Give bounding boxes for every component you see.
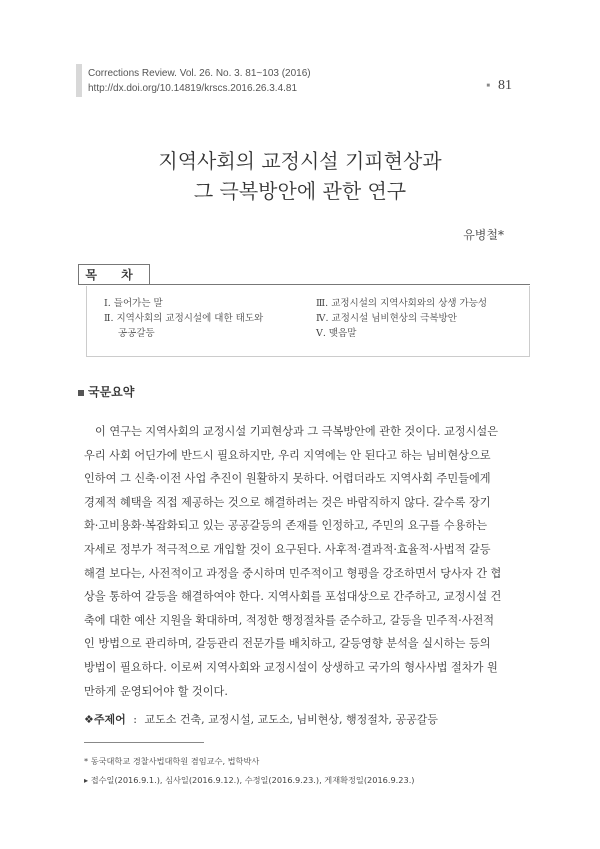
abstract-line: 경제적 혜택을 직접 제공하는 것으로 해결하려는 것은 바람직하지 않다. 갈수록 장기 <box>84 495 491 509</box>
section-heading <box>78 383 134 400</box>
author-name: 유병철* <box>463 228 504 242</box>
toc-divider <box>78 284 530 285</box>
abstract-line: 인하여 그 신축·이전 사업 추진이 원활하지 못하다. 어렵더라도 지역사회 주민들에게 <box>84 472 491 486</box>
title-line-2: 그 극복방안에 관한 연구 <box>193 179 407 203</box>
abstract-line: 해결 보다는, 사전적이고 과정을 중시하며 민주적이고 형평을 강조하면서 당사자 간 협 <box>84 566 502 580</box>
toc-label: 목 차 <box>78 264 150 285</box>
toc-item[interactable]: Ⅲ. 교정시설의 지역사회와의 상생 가능성 <box>316 298 488 309</box>
page-header <box>486 78 512 94</box>
header-accent-bar <box>76 64 82 97</box>
keywords-line <box>84 711 438 727</box>
footnote-affiliation: * 동국대학교 경찰사법대학원 겸임교수, 법학박사 <box>84 756 260 766</box>
journal-citation: Corrections Review. Vol. 26. No. 3. 81~103 (2016) <box>88 68 311 79</box>
abstract-line: 우리 사회 어딘가에 반드시 필요하지만, 우리 지역에는 안 된다고 하는 님비현상으로 <box>84 448 491 462</box>
section-title: 국문요약 <box>88 385 135 399</box>
toc-right-column <box>316 296 487 341</box>
abstract-line: 만하게 운영되어야 할 것이다. <box>84 684 228 698</box>
abstract-body <box>84 420 519 703</box>
paper-title <box>0 146 600 206</box>
footnote-dates: ▸ 접수일(2016.9.1.), 심사일(2016.9.12.), 수정일(2016.9.23.), 게재확정일(2016.9.23.) <box>84 775 415 785</box>
title-line-1: 지역사회의 교정시설 기피현상과 <box>158 149 442 173</box>
keywords-separator: : <box>133 713 137 726</box>
abstract-line: 인 방법으로 관리하며, 갈등관리 전문가를 배치하고, 갈등영향 분석을 실시하는 등의 <box>84 637 491 651</box>
abstract-line: 축에 대한 예산 지원을 확대하며, 적정한 행정절차를 준수하고, 갈등을 민주적·사전적 <box>84 613 495 627</box>
abstract-line: 상을 통하여 갈등을 해결하여야 한다. 지역사회를 포섭대상으로 간주하고, 교정시설 건 <box>84 590 502 604</box>
page-mark-icon: ■ <box>486 83 490 89</box>
keywords-icon: ❖ <box>84 713 94 726</box>
abstract-line: 자세로 정부가 적극적으로 개입할 것이 요구된다. 사후적·결과적·효율적·사법적 갈등 <box>84 542 491 556</box>
abstract-line: 이 연구는 지역사회의 교정시설 기피현상과 그 극복방안에 관한 것이다. 교정시설은 <box>95 425 499 438</box>
abstract-line: 화·고비용화·복잡화되고 있는 공공갈등의 존재를 인정하고, 주민의 요구를 수용하는 <box>84 519 488 533</box>
toc-item[interactable]: Ⅴ. 맺음말 <box>316 328 357 339</box>
toc-item[interactable]: 공공갈등 <box>118 328 155 339</box>
journal-info <box>88 66 311 96</box>
abstract-line: 방법이 필요하다. 이로써 지역사회와 교정시설이 상생하고 국가의 형사사법 절차가 원 <box>84 660 498 674</box>
footnote-divider <box>84 742 204 743</box>
keywords-text: 교도소 건축, 교정시설, 교도소, 님비현상, 행정절차, 공공갈등 <box>144 713 438 726</box>
footnotes <box>84 752 415 790</box>
toc-item[interactable]: Ⅱ. 지역사회의 교정시설에 대한 태도와 <box>104 313 264 324</box>
toc-item[interactable]: Ⅳ. 교정시설 님비현상의 극복방안 <box>316 313 457 324</box>
toc-item[interactable]: Ⅰ. 들어가는 말 <box>104 298 163 309</box>
keywords-label: 주제어 <box>93 713 126 726</box>
square-bullet-icon <box>78 390 84 396</box>
toc-left-column <box>104 296 263 341</box>
page-number: 81 <box>498 78 512 93</box>
doi-link[interactable]: http://dx.doi.org/10.14819/krscs.2016.26.3.4.81 <box>88 83 298 94</box>
